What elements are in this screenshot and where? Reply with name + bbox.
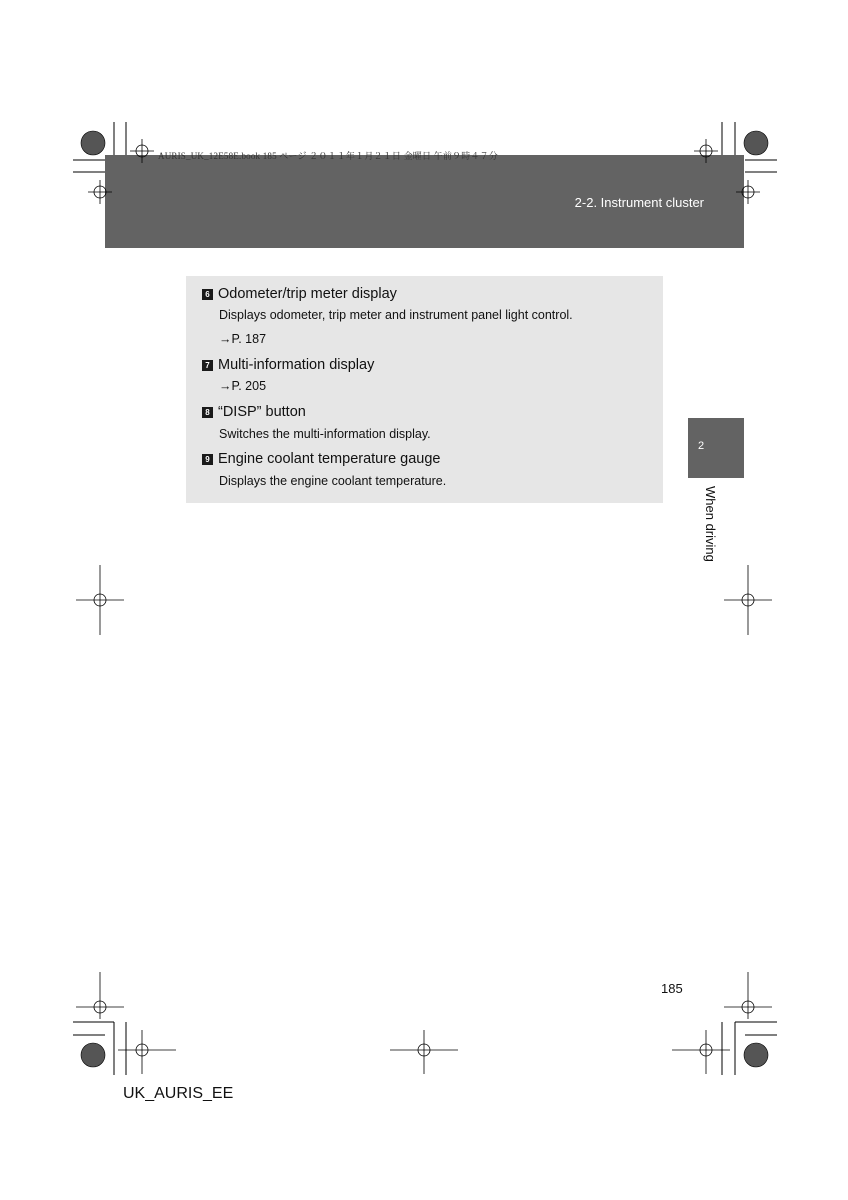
item-number-badge: 9 [202, 454, 213, 465]
item-number-badge: 6 [202, 289, 213, 300]
item-title: Odometer/trip meter display [218, 286, 397, 302]
print-info-line: AURIS_UK_12E58E.book 185 ページ ２０１１年１月２１日 金曜日 午前９時４７分 [158, 151, 499, 161]
item-title: Engine coolant temperature gauge [218, 451, 441, 467]
item-description: Displays the engine coolant temperature. [219, 474, 447, 488]
page-reference: →P. 187 [219, 332, 267, 346]
item-description: Switches the multi-information display. [219, 427, 431, 441]
document-code: UK_AURIS_EE [123, 1085, 234, 1102]
item-number-badge: 8 [202, 407, 213, 418]
registration-marks [76, 139, 772, 1074]
chapter-label: When driving [703, 486, 718, 562]
item-description: Displays odometer, trip meter and instrument panel light control. [219, 308, 573, 322]
item-title: Multi-information display [218, 357, 375, 373]
page-reference: →P. 205 [219, 379, 267, 393]
color-wheel-marks [81, 131, 768, 1067]
item-title: “DISP” button [218, 404, 306, 420]
section-title: 2-2. Instrument cluster [574, 195, 704, 210]
item-number-badge: 7 [202, 360, 213, 371]
page-number: 185 [661, 981, 683, 996]
chapter-number: 2 [698, 440, 705, 452]
